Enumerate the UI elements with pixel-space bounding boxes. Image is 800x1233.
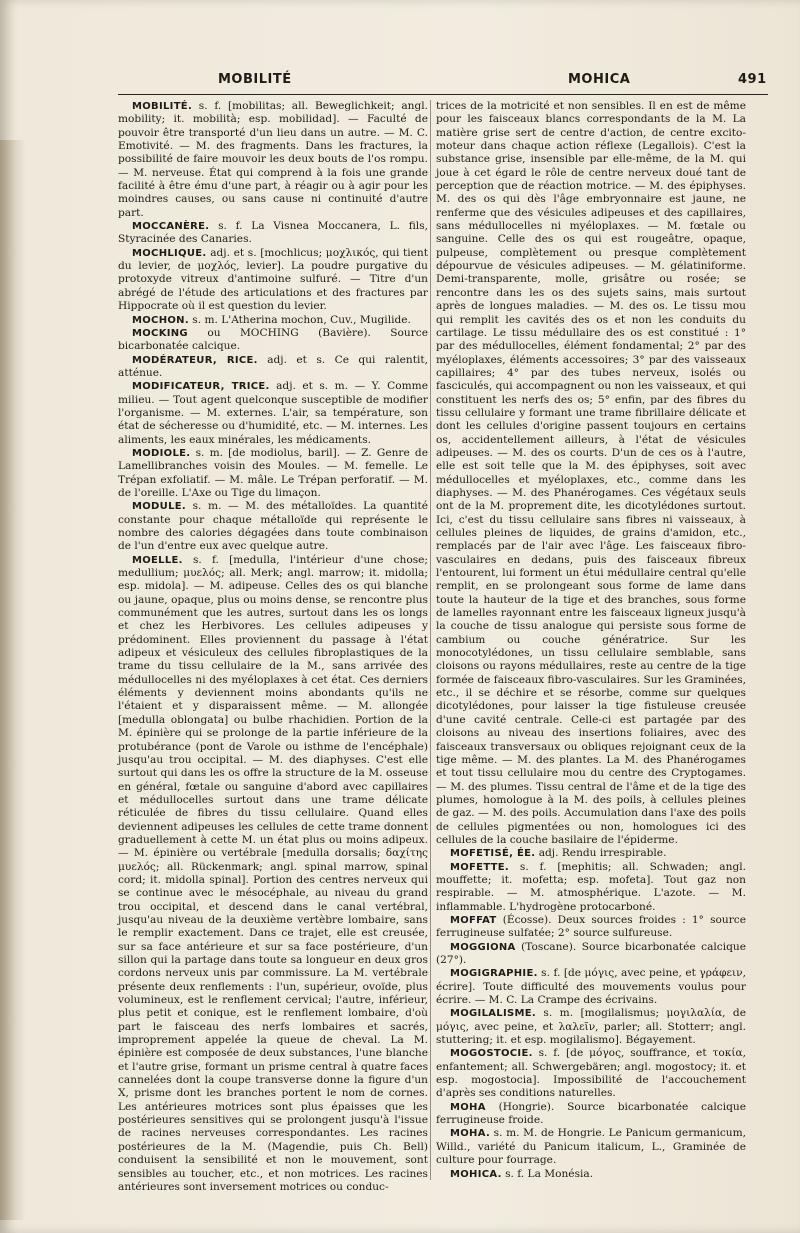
dictionary-entry bbox=[436, 861, 746, 914]
entry-body: adj. Rendu irrespirable. bbox=[535, 847, 667, 860]
entry-body: s. m. M. de Hongrie. Le Panicum germanicum, Willd., variété du Panicum italicum, L., Graminée de culture pour fourrage. bbox=[436, 1127, 746, 1167]
dictionary-entry bbox=[118, 447, 428, 500]
entry-headword: MOELLE. bbox=[132, 554, 183, 566]
dictionary-entry bbox=[436, 1127, 746, 1167]
dictionary-entry bbox=[436, 1168, 746, 1181]
entry-body: s. f. [mobilitas; all. Beweglichkeit; angl. mobility; it. mobilità; esp. mobilidad]. — Faculté de pouvoir être transporté d'un lieu dans un autre. — M. C. Emotivité. — M. des fragments. Dans les fractures, la possibilité de faire mouvoir les deux bouts de l'os rompu. — M. nerveuse. État qui comprend à la fois une grande facilité à être ému d'une part, à réagir ou à agir pour les moindres causes, ou sans cause ni continuité d'autre part. bbox=[118, 100, 428, 219]
entry-headword: MODIOLE. bbox=[132, 447, 191, 459]
entry-headword: MOCKING bbox=[132, 327, 188, 339]
dictionary-entry bbox=[436, 914, 746, 941]
entry-body: s. m. [de modiolus, baril]. — Z. Genre de Lamellibranches voisin des Moules. — M. femelle. Le Trépan exfoliatif. — M. mâle. Le Trépan perforatif. — M. de l'oreille. L'Axe ou Tige du limaçon. bbox=[118, 446, 428, 499]
entry-headword: MOGIGRAPHIE. bbox=[450, 968, 538, 980]
entry-headword: MOHA. bbox=[450, 1128, 491, 1140]
right-column bbox=[436, 100, 746, 1180]
entry-body: s. f. [de μόγις, avec peine, et γράφειν, écrire]. Toute difficulté des mouvements voulus pour écrire. — M. C. La Crampe des écrivains. bbox=[436, 967, 746, 1007]
entry-body: adj. et s. Ce qui ralentit, atténue. bbox=[118, 353, 428, 379]
dictionary-entry bbox=[118, 100, 428, 220]
dictionary-entry bbox=[436, 847, 746, 860]
entry-body: s. f. La Visnea Moccanera, L. fils, Styracinée des Canaries. bbox=[118, 220, 428, 246]
entry-body: adj. et s. m. — Y. Comme milieu. — Tout agent quelconque susceptible de modifier l'organisme. — M. externes. L'air, sa température, son état de sécheresse ou d'humidité, etc. — M. internes. Les aliments, les eaux minérales, les médicaments. bbox=[118, 380, 428, 446]
dictionary-entry bbox=[436, 1047, 746, 1100]
entry-body: (Écosse). Deux sources froides : 1° source ferrugineuse sulfatée; 2° source sulfureuse. bbox=[436, 913, 746, 940]
dictionary-entry bbox=[118, 380, 428, 447]
entry-headword: MOHICA. bbox=[450, 1168, 502, 1180]
dictionary-entry bbox=[118, 554, 428, 1195]
dictionary-entry bbox=[436, 1007, 746, 1047]
dictionary-entry bbox=[118, 354, 428, 381]
entry-body: (Toscane). Source bicarbonatée calcique (27°). bbox=[436, 940, 746, 966]
dictionary-entry bbox=[118, 220, 428, 247]
entry-body: (Hongrie). Source bicarbonatée calcique ferrugineuse froide. bbox=[436, 1100, 746, 1127]
entry-headword: MOCCANÈRE. bbox=[132, 221, 210, 233]
entry-headword: MOFETTE. bbox=[450, 861, 510, 873]
dictionary-entry bbox=[118, 327, 428, 354]
left-column bbox=[118, 100, 428, 1193]
entry-headword: MOCHLIQUE. bbox=[132, 247, 207, 259]
entry-headword: MODULE. bbox=[132, 501, 186, 513]
dictionary-entry bbox=[118, 500, 428, 553]
entry-body: s. m. — M. des métalloïdes. La quantité constante pour chaque métalloïde qui représente le nombre des calories dégagées dans toute combinaison de l'un d'entre eux avec quelque autre. bbox=[118, 500, 428, 553]
dictionary-entry bbox=[436, 1101, 746, 1128]
running-header bbox=[0, 68, 800, 92]
entry-headword: MOGOSTOCIE. bbox=[450, 1048, 533, 1060]
entry-headword: MOFFAT bbox=[450, 914, 497, 926]
dictionary-entry bbox=[436, 100, 746, 847]
entry-body: s. f. [medulla, l'intérieur d'une chose; medullium; μυελός; all. Merk; angl. marrow; it. midolla; esp. midola]. — M. adipeuse. Celles des os qui blanche ou jaune, opaque, plus ou moins dense, se rencontre plus communément que les autres, surtout dans les os longs et chez les Herbivores. Les cellules adipeuses y prédominent. Elles proviennent du passage à l'état adipeux et vésiculeux des cellules fibroplastiques de la trame du tissu cellulaire de la M., sans arrivée des médullocelles ni des myéloplaxes à cet état. Ces derniers éléments y deviennent moins abondants qu'ils ne l'étaient et y disparaissent même. — M. allongée [medulla oblongata] ou bulbe rhachidien. Portion de la M. épinière qui se prolonge de la partie inférieure de la protubérance (pont de Varole ou isthme de l'encéphale) jusqu'au trou occipital. — M. des diaphyses. C'est elle surtout qui dans les os offre la structure de la M. osseuse en général, fœtale ou sanguine d'abord avec capillaires et médullocelles surtout dans une trame délicate réticulée de fibres du tissu cellulaire. Quand elles deviennent adipeuses les cellules de cette trame donnent graduellement à cette M. un état plus ou moins adipeux. — M. épinière ou vertébrale [medulla dorsalis; δαχίτης μυελός; all. Rückenmark; angl. spinal marrow, spinal cord; it. midolla spinal]. Portion des centres nerveux qui se continue avec le mésocéphale, au niveau du grand trou occipital, et descend dans le canal vertébral, jusqu'au niveau de la deuxième vertèbre lombaire, sans le remplir exactement. Dans ce trajet, elle est creusée, sur sa face antérieure et sur sa face postérieure, d'un sillon qui la partage dans toute sa longueur en deux gros cordons nerveux unis par commissure. La M. vertébrale présente deux renflements : l'un, supérieur, ovoïde, plus volumineux, est le renflement cervical; l'autre, inférieur, plus petit et conique, est le renflement lombaire, d'où part le faisceau des nerfs lombaires et sacrés, improprement appelée la queue de cheval. La M. épinière est composée de deux substances, l'une blanche et l'autre grise, formant un prisme central à quatre faces cannelées dont la coupe transverse donne la figure d'un X, prisme dont les branches portent le nom de cornes. Les antérieures motrices sont plus épaisses que les postérieures sensitives qui se prolongent jusqu'à l'issue de racines nerveuses correspondantes. Les racines postérieures de la M. (Magendie, puis Ch. Bell) conduisent la sensibilité et non le mouvement, sont sensibles au toucher, etc., et non motrices. Les racines antérieures sont inversement motrices ou conduc- bbox=[118, 553, 428, 1193]
page-edge-stain bbox=[0, 140, 26, 1220]
entry-body: adj. et s. [mochlicus; μοχλικός, qui tient du levier, de μοχλός, levier]. La poudre purgative du protoxyde vitreux d'antimoine sulfuré. — Titre d'un abrégé de l'étude des articulations et des fractures par Hippocrate où il est question du levier. bbox=[118, 246, 428, 313]
entry-body: s. f. [de μόγος, souffrance, et τοκία, enfantement; all. Schwergebären; angl. mogostocy; it. et esp. mogostocia]. Impossibilité de l'accouchement d'après ses conditions naturelles. bbox=[436, 1047, 746, 1100]
header-right-word: MOHICA bbox=[568, 72, 631, 87]
entry-headword: MOFETISÉ, ÉE. bbox=[450, 848, 536, 860]
entry-body: s. f. [mephitis; all. Schwaden; angl. mouffette; it. mofetta; esp. mofeta]. Tout gaz non respirable. — M. atmosphérique. L'azote. — M. inflammable. L'hydrogène protocarboné. bbox=[436, 860, 746, 913]
column-divider bbox=[430, 100, 431, 1180]
entry-body: s. m. [mogilalismus; μογιλαλία, de μόγις, avec peine, et λαλεῖν, parler; all. Stotterr; angl. stuttering; it. et esp. mogilalismo]. Bégayement. bbox=[436, 1007, 746, 1047]
entry-headword: MOGILALISME. bbox=[450, 1008, 536, 1020]
dictionary-entry bbox=[436, 941, 746, 968]
dictionary-entry bbox=[118, 247, 428, 314]
entry-headword: MOHA bbox=[450, 1101, 486, 1113]
entry-body: s. f. La Monésia. bbox=[501, 1167, 594, 1180]
entry-headword: MOCHON. bbox=[132, 314, 189, 326]
entry-headword: MODIFICATEUR, TRICE. bbox=[132, 381, 270, 393]
header-rule bbox=[118, 94, 768, 95]
entry-headword: MODÉRATEUR, RICE. bbox=[132, 354, 258, 366]
entry-body: trices de la motricité et non sensibles. Il en est de même pour les faisceaux blancs correspondants de la M. La matière grise sert de centre d'action, de centre excito-moteur dans chaque action réflexe (Legallois). C'est la substance grise, insensible par elle-même, de la M. qui joue à cet égard le rôle de centre nerveux doué tant de perception que de réaction motrice. — M. des épiphyses. M. des os qui dès l'âge embryonnaire est jaune, ne renferme que des vésicules adipeuses et des capillaires, sans médullocelles ni myéloplaxes. — M. fœtale ou sanguine. Celle des os qui est rougeâtre, opaque, pulpeuse, complètement ou presque complètement dépourvue de vésicules adipeuses. — M. gélatiniforme. Demi-transparente, molle, grisâtre ou rosée; se rencontre dans les os des sujets sains, mais surtout après de longues maladies. — M. des os. Le tissu mou qui remplit les cavités des os et non les conduits du cartilage. Le tissu médullaire des os est constitué : 1° par des médullocelles, élément fondamental; 2° par des myéloplaxes, éléments accessoires; 3° par des vaisseaux capillaires; 4° par des tubes nerveux, isolés ou fasciculés, qui accompagnent ou non les vaisseaux, et qui constituent les nerfs des os; 5° enfin, par des fibres du tissu cellulaire y formant une trame fibrillaire délicate et dont les cellules d'origine passent toujours en certains os, accidentellement ailleurs, à l'état de vésicules adipeuses. — M. des os courts. D'un de ces os à l'autre, elle est soit telle que la M. des épiphyses, soit avec médullocelles et myéloplaxes, etc., comme dans les diaphyses. — M. des Phanérogames. Ces végétaux seuls ont de la M. proprement dite, les dicotylédones surtout. Ici, c'est du tissu cellulaire sans fibres ni vaisseaux, à cellules pleines de liquides, de grains d'amidon, etc., remplacés par de l'air avec l'âge. Les faisceaux fibro-vasculaires en dedans, puis des faisceaux fibreux l'entourent, lui forment un étui médullaire central qu'elle remplit, en se prolongeant sous forme de lame dans toute la hauteur de la tige et des branches, sous forme de lamelles rayonnant entre les faisceaux ligneux jusqu'à la couche de tissu analogue qui persiste sous forme de cambium ou couche génératrice. Sur les monocotylédones, un tissu cellulaire semblable, sans cloisons ou rayons médullaires, reste au centre de la tige formée de faisceaux fibro-vasculaires. Sur les Graminées, etc., il se déchire et se résorbe, comme sur quelques dicotylédones, pour laisser la tige fistuleuse creusée d'une cavité centrale. Celle-ci est partagée par des cloisons au niveau des insertions foliaires, avec des faisceaux transversaux ou obliques rejoignant ceux de la tige même. — M. des plantes. La M. des Phanérogames et tout tissu cellulaire mou du centre des Cryptogames. — M. des plumes. Tissu central de l'âme et de la tige des plumes, homologue à la M. des poils, à cellules pleines de gaz. — M. des poils. Accumulation dans l'axe des poils de cellules pigmentées ou non, homologues ici des cellules de la couche basilaire de l'épiderme. bbox=[436, 100, 746, 846]
entry-headword: MOGGIONA bbox=[450, 941, 516, 953]
entry-body: s. m. L'Atherina mochon, Cuv., Mugilide. bbox=[188, 313, 411, 326]
entry-body: ou MOCHING (Bavière). Source bicarbonatée calcique. bbox=[118, 326, 428, 353]
dictionary-entry bbox=[118, 314, 428, 327]
dictionary-entry bbox=[436, 967, 746, 1007]
page-number: 491 bbox=[738, 72, 767, 87]
header-left-word: MOBILITÉ bbox=[218, 72, 292, 87]
entry-headword: MOBILITÉ. bbox=[132, 101, 193, 112]
